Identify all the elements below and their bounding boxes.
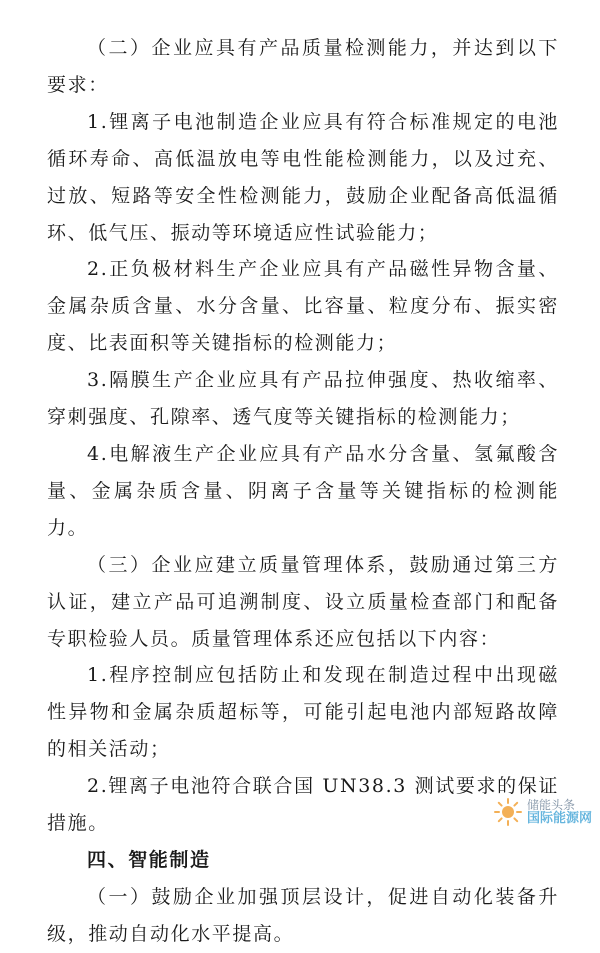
paragraph: （三）企业应建立质量管理体系，鼓励通过第三方认证，建立产品可追溯制度、设立质量检查部门和配备专职检验人员。质量管理体系还应包括以下内容： bbox=[47, 553, 559, 650]
watermark-line2: 国际能源网 bbox=[526, 811, 592, 826]
paragraph: （一）鼓励企业加强顶层设计，促进自动化装备升级，推动自动化水平提高。 bbox=[47, 885, 559, 945]
paragraph: 2.锂离子电池符合联合国 UN38.3 测试要求的保证措施。 bbox=[47, 775, 559, 835]
paragraph: 1.程序控制应包括防止和发现在制造过程中出现磁性异物和金属杂质超标等，可能引起电池内部短路故障的相关活动； bbox=[47, 664, 559, 761]
watermark bbox=[493, 797, 592, 827]
section-heading: 四、智能制造 bbox=[87, 848, 211, 871]
paragraph: 1.锂离子电池制造企业应具有符合标准规定的电池循环寿命、高低温放电等电性能检测能力，以及过充、过放、短路等安全性检测能力，鼓励企业配备高低温循环、低气压、振动等环境适应性试验能力； bbox=[47, 110, 559, 244]
watermark-line1: 储能头条 bbox=[526, 798, 575, 812]
paragraph: （二）企业应具有产品质量检测能力，并达到以下要求： bbox=[47, 37, 559, 96]
paragraph: 3.隔膜生产企业应具有产品拉伸强度、热收缩率、穿刺强度、孔隙率、透气度等关键指标的检测能力； bbox=[47, 369, 559, 429]
document-body bbox=[47, 30, 559, 953]
paragraph: 4.电解液生产企业应具有产品水分含量、氢氟酸含量、金属杂质含量、阴离子含量等关键指标的检测能力。 bbox=[47, 442, 559, 539]
paragraph: 2.正负极材料生产企业应具有产品磁性异物含量、金属杂质含量、水分含量、比容量、粒度分布、振实密度、比表面积等关键指标的检测能力； bbox=[47, 258, 559, 355]
sun-logo-icon bbox=[493, 797, 523, 827]
